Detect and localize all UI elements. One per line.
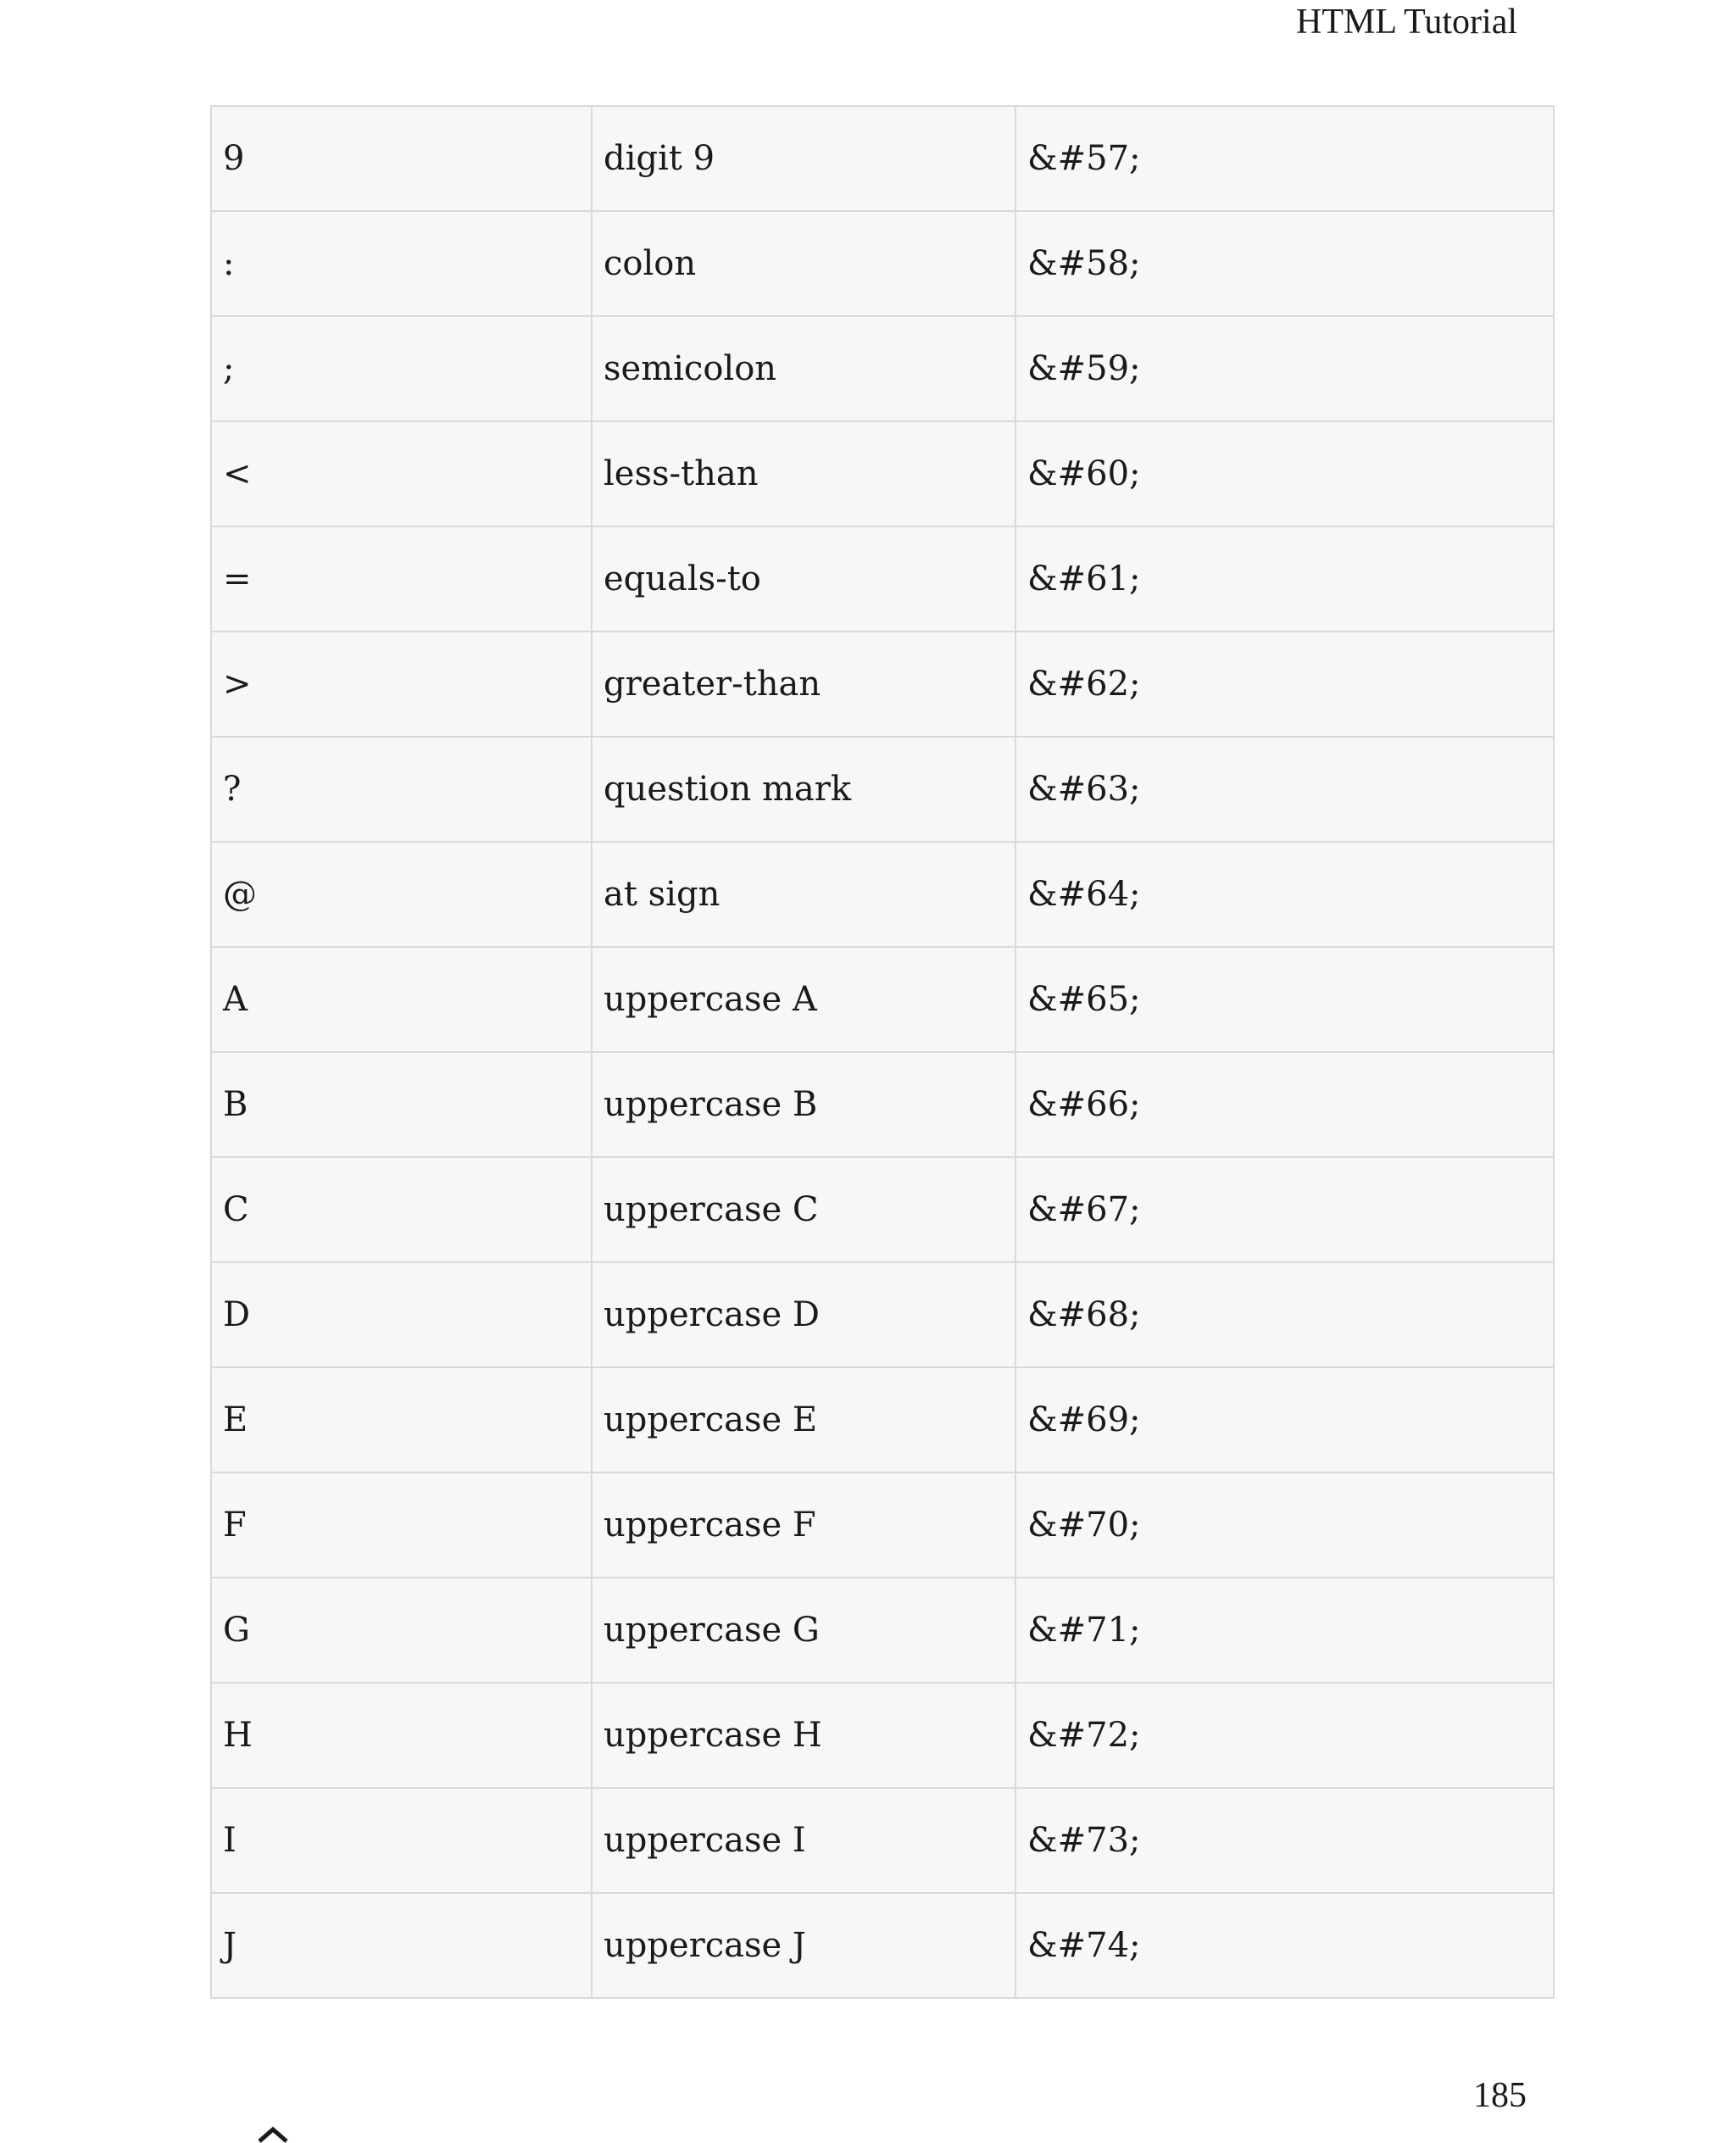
table-row — [211, 1788, 1554, 1893]
code-cell: &#63; — [1015, 737, 1554, 842]
code-cell: &#67; — [1015, 1157, 1554, 1262]
code-cell: &#72; — [1015, 1683, 1554, 1788]
running-header-title: HTML Tutorial — [1296, 3, 1517, 42]
symbol-cell: G — [211, 1578, 592, 1683]
description-cell: less-than — [592, 421, 1015, 526]
symbol-cell: : — [211, 211, 592, 316]
page-number: 185 — [1473, 2076, 1527, 2115]
symbol-cell: F — [211, 1472, 592, 1578]
description-cell: digit 9 — [592, 106, 1015, 211]
table-row — [211, 1472, 1554, 1578]
description-cell: uppercase E — [592, 1367, 1015, 1472]
table-row — [211, 211, 1554, 316]
description-cell: uppercase H — [592, 1683, 1015, 1788]
description-cell: uppercase A — [592, 947, 1015, 1052]
description-cell: at sign — [592, 842, 1015, 947]
description-cell: uppercase B — [592, 1052, 1015, 1157]
table-row — [211, 1262, 1554, 1367]
description-cell: question mark — [592, 737, 1015, 842]
code-cell: &#71; — [1015, 1578, 1554, 1683]
description-cell: semicolon — [592, 316, 1015, 421]
code-cell: &#62; — [1015, 632, 1554, 737]
description-cell: uppercase F — [592, 1472, 1015, 1578]
code-cell: &#59; — [1015, 316, 1554, 421]
character-code-table — [210, 105, 1555, 1999]
page-content — [210, 105, 1553, 1999]
symbol-cell: < — [211, 421, 592, 526]
code-cell: &#66; — [1015, 1052, 1554, 1157]
symbol-cell: @ — [211, 842, 592, 947]
description-cell: equals-to — [592, 526, 1015, 632]
description-cell: colon — [592, 211, 1015, 316]
table-body — [211, 106, 1554, 1998]
description-cell: uppercase J — [592, 1893, 1015, 1998]
symbol-cell: E — [211, 1367, 592, 1472]
code-cell: &#57; — [1015, 106, 1554, 211]
description-cell: greater-than — [592, 632, 1015, 737]
table-row — [211, 1578, 1554, 1683]
symbol-cell: A — [211, 947, 592, 1052]
caret-up-icon — [258, 2126, 288, 2143]
symbol-cell: I — [211, 1788, 592, 1893]
code-cell: &#60; — [1015, 421, 1554, 526]
description-cell: uppercase I — [592, 1788, 1015, 1893]
table-row — [211, 632, 1554, 737]
code-cell: &#64; — [1015, 842, 1554, 947]
code-cell: &#73; — [1015, 1788, 1554, 1893]
symbol-cell: ; — [211, 316, 592, 421]
symbol-cell: > — [211, 632, 592, 737]
description-cell: uppercase D — [592, 1262, 1015, 1367]
table-row — [211, 1052, 1554, 1157]
table-row — [211, 1157, 1554, 1262]
table-row — [211, 526, 1554, 632]
code-cell: &#69; — [1015, 1367, 1554, 1472]
description-cell: uppercase C — [592, 1157, 1015, 1262]
symbol-cell: J — [211, 1893, 592, 1998]
table-row — [211, 947, 1554, 1052]
table-row — [211, 421, 1554, 526]
symbol-cell: ? — [211, 737, 592, 842]
description-cell: uppercase G — [592, 1578, 1015, 1683]
code-cell: &#61; — [1015, 526, 1554, 632]
table-row — [211, 1683, 1554, 1788]
table-row — [211, 1893, 1554, 1998]
code-cell: &#58; — [1015, 211, 1554, 316]
symbol-cell: = — [211, 526, 592, 632]
symbol-cell: 9 — [211, 106, 592, 211]
symbol-cell: B — [211, 1052, 592, 1157]
symbol-cell: D — [211, 1262, 592, 1367]
table-row — [211, 106, 1554, 211]
symbol-cell: H — [211, 1683, 592, 1788]
table-row — [211, 1367, 1554, 1472]
table-row — [211, 737, 1554, 842]
code-cell: &#65; — [1015, 947, 1554, 1052]
code-cell: &#70; — [1015, 1472, 1554, 1578]
table-row — [211, 842, 1554, 947]
code-cell: &#74; — [1015, 1893, 1554, 1998]
symbol-cell: C — [211, 1157, 592, 1262]
table-row — [211, 316, 1554, 421]
code-cell: &#68; — [1015, 1262, 1554, 1367]
